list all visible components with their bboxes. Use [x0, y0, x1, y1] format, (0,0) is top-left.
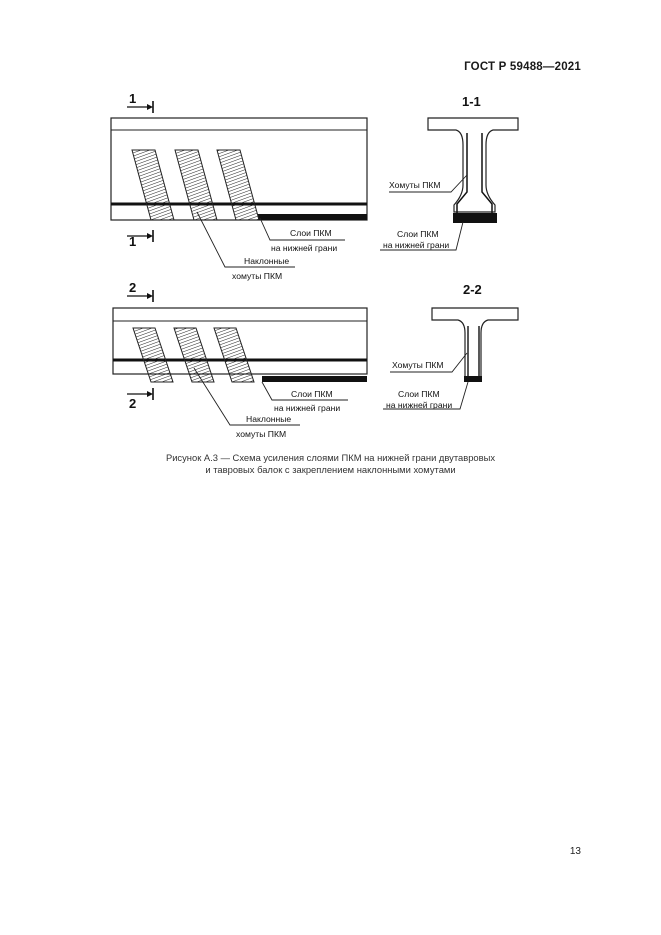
label-section-layers: Слои ПКМ	[397, 229, 439, 239]
page-number: 13	[569, 846, 581, 857]
label-section-layers-sub: на нижней грани	[386, 400, 453, 410]
svg-text:2-2: 2-2	[463, 282, 482, 297]
svg-text:2: 2	[129, 396, 137, 411]
label-clamps: Хомуты ПКМ	[389, 180, 441, 190]
figure-caption	[0, 452, 661, 476]
svg-text:2: 2	[129, 280, 137, 295]
caption-line-1: Рисунок А.3 — Схема усиления слоями ПКМ на нижней грани двутавровых	[165, 452, 496, 463]
label-layers: Слои ПКМ	[291, 389, 333, 399]
document-code: ГОСТ Р 59488—2021	[464, 61, 581, 73]
label-layers-sub: на нижней грани	[274, 403, 341, 413]
cross-section-1-1	[428, 94, 518, 223]
label-clamps: Хомуты ПКМ	[392, 360, 444, 370]
label-layers: Слои ПКМ	[290, 228, 332, 238]
svg-text:1: 1	[129, 91, 137, 106]
caption-line-2: и тавровых балок с закреплением наклонными хомутами	[205, 464, 456, 475]
label-section-layers: Слои ПКМ	[398, 389, 440, 399]
label-inclined: Наклонные	[244, 256, 290, 266]
cross-section-2-2	[432, 282, 518, 382]
label-inclined: Наклонные	[246, 414, 292, 424]
beam-elevation-1	[111, 118, 367, 220]
svg-text:1-1: 1-1	[462, 94, 481, 109]
label-inclined-sub: хомуты ПКМ	[236, 429, 287, 439]
svg-text:1: 1	[129, 234, 137, 249]
label-layers-sub: на нижней грани	[271, 243, 338, 253]
beam-elevation-2	[113, 308, 367, 382]
label-inclined-sub: хомуты ПКМ	[232, 271, 283, 281]
label-section-layers-sub: на нижней грани	[383, 240, 450, 250]
